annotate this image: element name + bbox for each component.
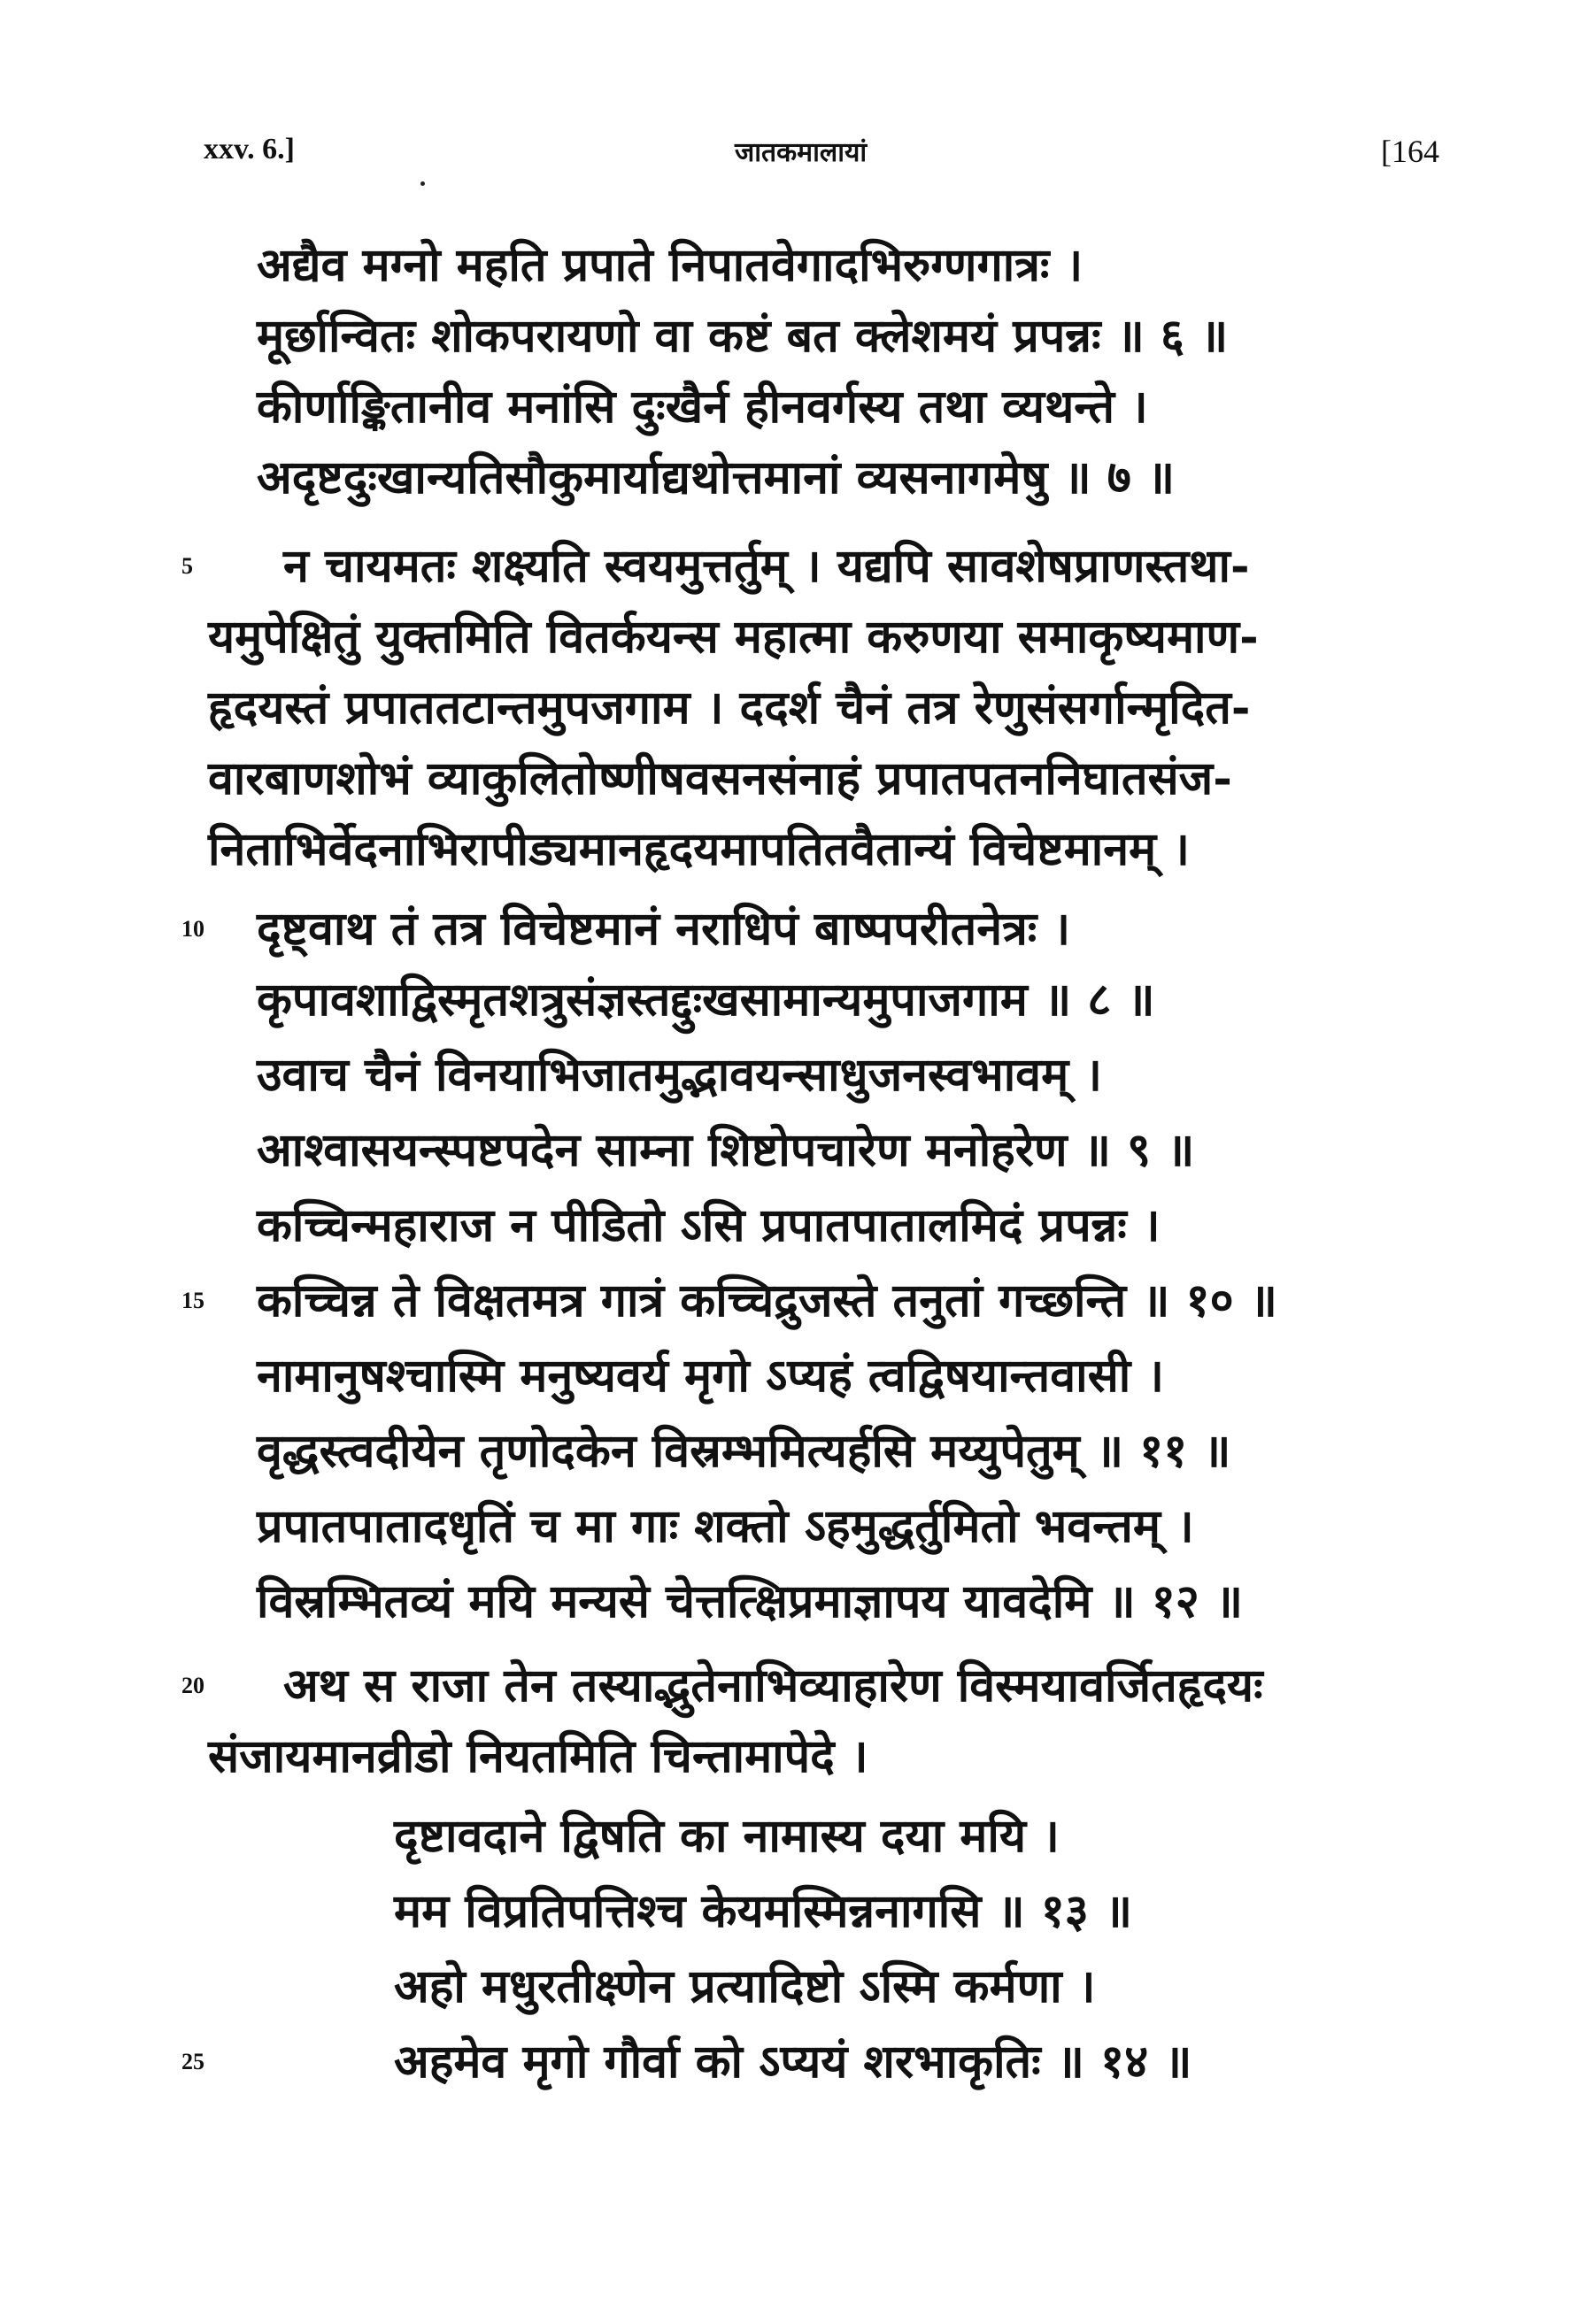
verse-line: उवाच चैनं विनयाभिजातमुद्भावयन्साधुजनस्वभावम् । xyxy=(257,1048,1103,1102)
text-line xyxy=(0,442,1581,513)
text-line xyxy=(0,531,1581,602)
verse-line: नामानुषश्चास्मि मनुष्यवर्य मृगो ऽप्यहं त्वद्विषयान्तवासी । xyxy=(257,1349,1165,1403)
text-line xyxy=(0,814,1581,885)
text-line xyxy=(0,1951,1581,2022)
verse-line: आश्वासयन्स्पष्टपदेन साम्ना शिष्टोपचारेण मनोहरेण ॥ ९ ॥ xyxy=(257,1123,1195,1177)
text-line xyxy=(0,894,1581,965)
running-title: जातकमालायां xyxy=(735,137,868,168)
text-line xyxy=(0,1721,1581,1792)
prose-line: संजायमानव्रीडो नियतमिति चिन्तामापेदे । xyxy=(208,1729,868,1783)
text-line xyxy=(0,1876,1581,1947)
text-line xyxy=(0,1190,1581,1261)
verse-line: प्रपातपातादधृतिं च मा गाः शक्तो ऽहमुद्धर्तुमितो भवन्तम् । xyxy=(257,1499,1194,1553)
text-line xyxy=(0,1266,1581,1336)
prose-line: अथ स राजा तेन तस्याद्भुतेनाभिव्याहारेण विस्मयावर्जितहृदयः xyxy=(283,1658,1263,1712)
text-line xyxy=(0,1651,1581,1721)
text-line xyxy=(0,965,1581,1035)
text-line xyxy=(0,372,1581,442)
text-line xyxy=(0,1040,1581,1111)
verse-line: अद्यैव मग्नो महति प्रपाते निपातवेगादभिरुग्णगात्रः । xyxy=(257,238,1084,292)
verse-line: दृष्टावदाने द्विषति का नामास्य दया मयि । xyxy=(394,1809,1060,1863)
text-line xyxy=(0,1115,1581,1186)
text-line xyxy=(0,1801,1581,1872)
text-line xyxy=(0,673,1581,743)
verse-line: मम विप्रतिपत्तिश्च केयमस्मिन्ननागसि ॥ १३ ॥ xyxy=(394,1884,1133,1938)
verse-line: कृपावशाद्विस्मृतशत्रुसंज्ञस्तद्दुःखसामान्यमुपाजगाम ॥ ८ ॥ xyxy=(257,973,1155,1027)
verse-line: कच्चिन्महाराज न पीडितो ऽसि प्रपातपातालमिदं प्रपन्नः । xyxy=(257,1198,1161,1252)
verse-line: कच्चिन्न ते विक्षतमत्र गात्रं कच्चिद्रुजस्ते तनुतां गच्छन्ति ॥ १० ॥ xyxy=(257,1274,1277,1327)
print-speck xyxy=(420,181,425,186)
text-line xyxy=(0,1566,1581,1637)
text-line xyxy=(0,230,1581,301)
prose-line: वारबाणशोभं व्याकुलितोष्णीषवसनसंनाहं प्रपातपतननिघातसंज- xyxy=(208,751,1232,805)
verse-line: अहो मधुरतीक्ष्णेन प्रत्यादिष्टो ऽस्मि कर्मणा । xyxy=(394,1959,1096,2013)
prose-line: न चायमतः शक्ष्यति स्वयमुत्तर्तुम् । यद्यपि सावशेषप्राणस्तथा- xyxy=(283,539,1250,593)
verse-line: दृष्ट्वाथ तं तत्र विचेष्टमानं नराधिपं बाष्पपरीतनेत्रः । xyxy=(257,902,1071,956)
verse-line: मूर्छान्वितः शोकपरायणो वा कष्टं बत क्लेशमयं प्रपन्नः ॥ ६ ॥ xyxy=(257,309,1229,363)
line-number: 10 xyxy=(181,916,204,942)
line-number: 5 xyxy=(181,553,193,579)
text-line xyxy=(0,2027,1581,2097)
verse-line: अहमेव मृगो गौर्वा को ऽप्ययं शरभाकृतिः ॥ १४ ॥ xyxy=(394,2035,1192,2089)
line-number: 20 xyxy=(181,1673,204,1698)
page-header xyxy=(0,133,1581,186)
text-line xyxy=(0,301,1581,372)
verse-line: कीर्णाङ्कितानीव मनांसि दुःखैर्न हीनवर्गस्य तथा व्यथन्ते । xyxy=(257,380,1148,434)
line-number: 25 xyxy=(181,2049,204,2074)
prose-line: निताभिर्वेदनाभिरापीड्यमानहृदयमापतितवैतान्यं विचेष्टमानम् । xyxy=(208,822,1190,876)
prose-line: हृदयस्तं प्रपाततटान्तमुपजगाम । ददर्श चैनं तत्र रेणुसंसर्गान्मृदित- xyxy=(208,681,1251,735)
line-number: 15 xyxy=(181,1288,204,1313)
section-reference: xxv. 6.] xyxy=(204,133,295,165)
text-line xyxy=(0,1416,1581,1487)
verse-line: वृद्धस्त्वदीयेन तृणोदकेन विस्रम्भमित्यर्हसि मय्युपेतुम् ॥ ११ ॥ xyxy=(257,1424,1231,1478)
text-line xyxy=(0,1491,1581,1562)
text-line xyxy=(0,743,1581,814)
verse-line: अदृष्टदुःखान्यतिसौकुमार्याद्यथोत्तमानां व्यसनागमेषु ॥ ७ ॥ xyxy=(257,450,1176,504)
verse-line: विस्रम्भितव्यं मयि मन्यसे चेत्तत्क्षिप्रमाज्ञापय यावदेमि ॥ १२ ॥ xyxy=(257,1574,1244,1628)
prose-line: यमुपेक्षितुं युक्तमिति वितर्कयन्स महात्मा करुणया समाकृष्यमाण- xyxy=(208,610,1259,664)
text-line xyxy=(0,602,1581,673)
page-number: [164 xyxy=(1381,134,1439,169)
text-line xyxy=(0,1341,1581,1412)
